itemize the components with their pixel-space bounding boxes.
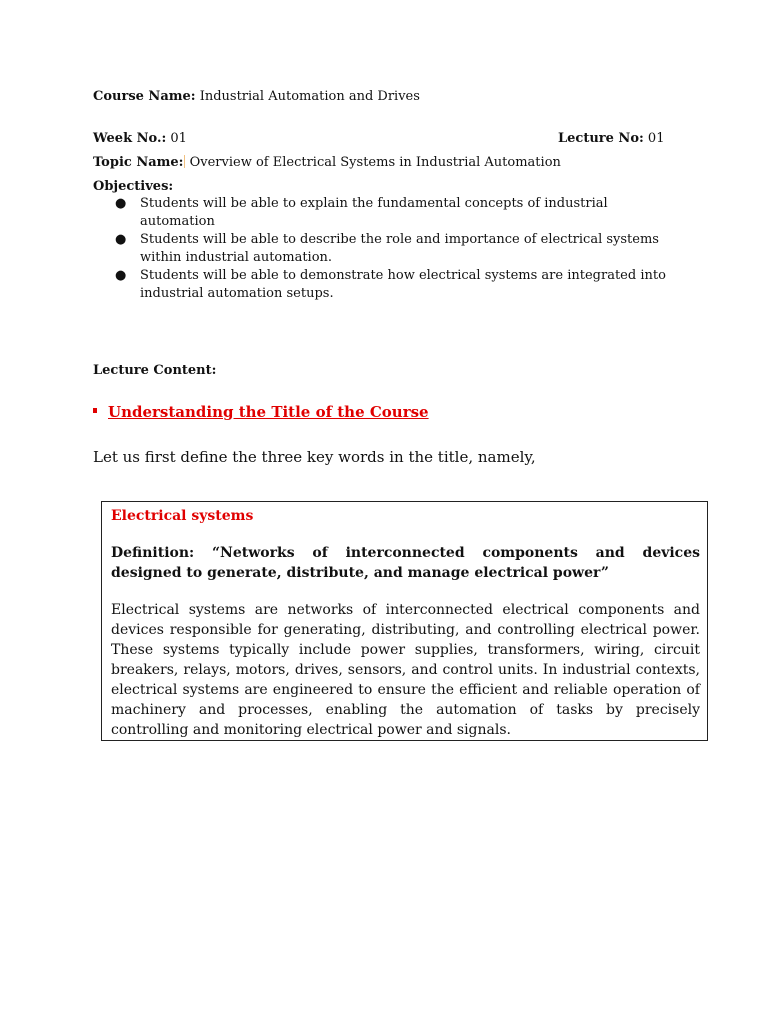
course-name-value: Industrial Automation and Drives (195, 89, 420, 104)
lecture-number-label: Lecture No: (558, 131, 644, 146)
intro-paragraph: Let us first define the three key words in the title, namely, (93, 448, 536, 466)
bullet-icon: ● (115, 196, 127, 211)
box-body-paragraph: Electrical systems are networks of interconnected electrical components and devices responsible for generating, distributing, and controlling electrical power. These systems typically include power supplies, transformers, wiring, circuit breakers, relays, motors, drives, sensors, and control units. In industrial contexts, electrical systems are engineered to ensure the efficient and reliable operation of machinery and processes, enabling the automation of tasks by precisely controlling and monitoring electrical power and signals. (111, 602, 700, 738)
topic-name-label: Topic Name: (93, 155, 184, 170)
lecture-number-value: 01 (643, 131, 665, 146)
objectives-list (93, 195, 713, 303)
list-item (93, 195, 713, 231)
definition-line2: designed to generate, distribute, and manage electrical power” (111, 565, 609, 581)
lecture-content-label: Lecture Content: (93, 363, 217, 378)
course-name-label: Course Name: (93, 89, 196, 104)
objective-text-line1: Students will be able to demonstrate how electrical systems are integrated into (140, 268, 666, 283)
topic-name-value: Overview of Electrical Systems in Industrial Automation (185, 155, 561, 170)
course-name-line (93, 88, 420, 105)
objective-text-line1: Students will be able to explain the fundamental concepts of industrial (140, 196, 608, 211)
objective-text-line2: automation (140, 214, 215, 229)
lecture-number-line (558, 130, 664, 147)
week-number-label: Week No.: (93, 131, 167, 146)
week-number-value: 01 (166, 131, 187, 146)
square-bullet-icon (93, 408, 97, 413)
definition-box (101, 501, 708, 741)
list-item (93, 231, 713, 267)
definition-text (111, 543, 700, 583)
bullet-icon: ● (115, 232, 127, 247)
objective-text-line2: industrial automation setups. (140, 286, 334, 301)
topic-name-line (93, 154, 561, 171)
objective-text-line1: Students will be able to describe the role and importance of electrical systems (140, 232, 659, 247)
objectives-label: Objectives: (93, 179, 174, 194)
objective-text-line2: within industrial automation. (140, 250, 333, 265)
list-item (93, 267, 713, 303)
week-number-line (93, 130, 187, 147)
section-heading-text: Understanding the Title of the Course (108, 403, 429, 421)
definition-line1: Definition: “Networks of interconnected components and devices (111, 545, 700, 561)
bullet-icon: ● (115, 268, 127, 283)
section-heading (93, 402, 429, 422)
box-title: Electrical systems (111, 508, 254, 524)
